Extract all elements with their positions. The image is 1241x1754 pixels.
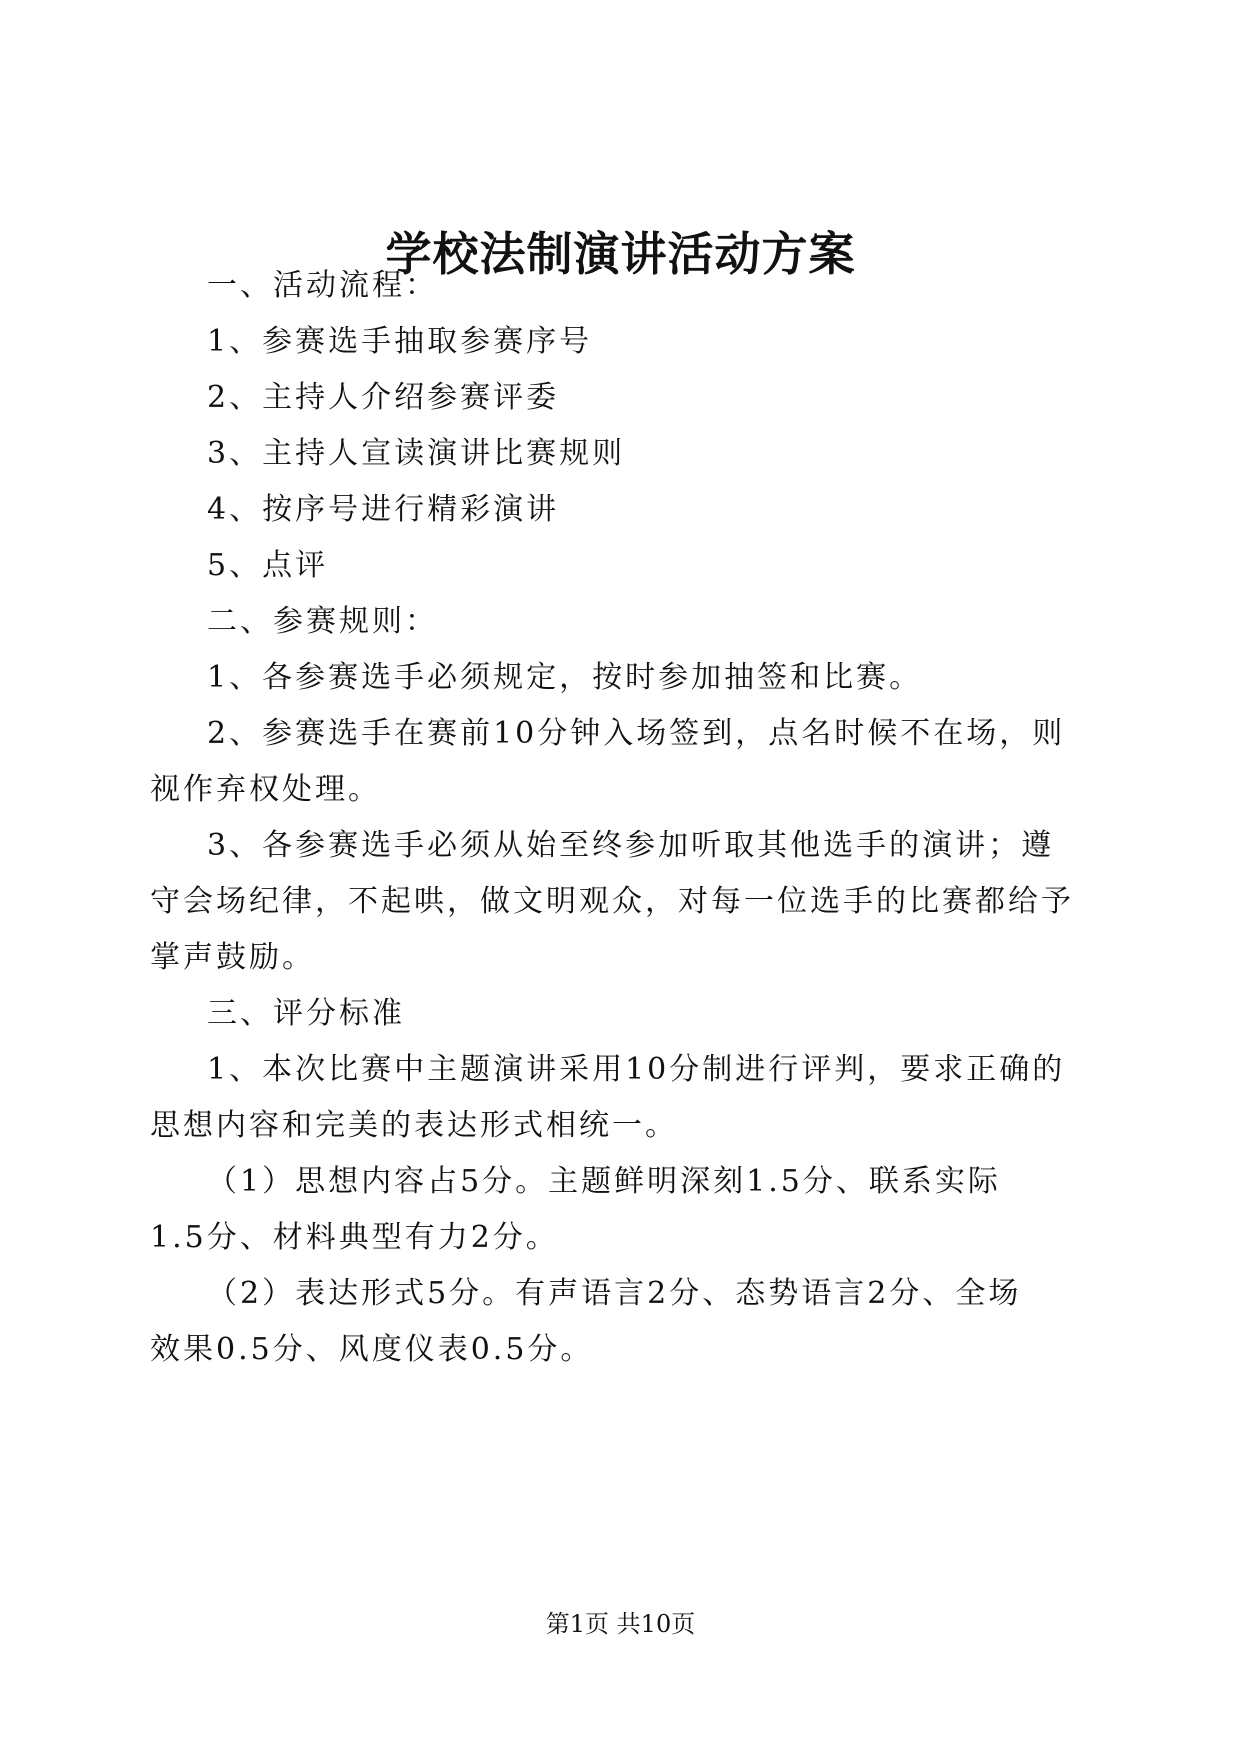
paragraph-line: 1、本次比赛中主题演讲采用10分制进行评判，要求正确的 xyxy=(207,1052,1066,1087)
paragraph-line: 2、参赛选手在赛前10分钟入场签到，点名时候不在场，则 xyxy=(207,716,1066,751)
paragraph-line: （2）表达形式5分。有声语言2分、态势语言2分、全场 xyxy=(207,1276,1022,1311)
paragraph-line: 1.5分、材料典型有力2分。 xyxy=(150,1220,559,1255)
paragraph-line: 掌声鼓励。 xyxy=(150,940,315,975)
paragraph-line: 效果0.5分、风度仪表0.5分。 xyxy=(150,1332,594,1367)
paragraph-line: （1）思想内容占5分。主题鲜明深刻1.5分、联系实际 xyxy=(207,1164,1001,1199)
paragraph-line: 5、点评 xyxy=(207,548,329,583)
paragraph-line: 1、参赛选手抽取参赛序号 xyxy=(207,324,593,359)
page-number: 第1页 共10页 xyxy=(545,1610,696,1638)
paragraph-line: 守会场纪律，不起哄，做文明观众，对每一位选手的比赛都给予 xyxy=(150,884,1074,919)
paragraph-line: 思想内容和完美的表达形式相统一。 xyxy=(150,1108,678,1143)
paragraph-line: 1、各参赛选手必须规定，按时参加抽签和比赛。 xyxy=(207,660,923,695)
paragraph-line: 4、按序号进行精彩演讲 xyxy=(207,492,560,527)
paragraph-line: 3、主持人宣读演讲比赛规则 xyxy=(207,436,626,471)
section-heading: 二、参赛规则： xyxy=(207,604,438,639)
section-heading: 一、活动流程： xyxy=(207,268,438,303)
paragraph-line: 视作弃权处理。 xyxy=(150,772,381,807)
paragraph-line: 2、主持人介绍参赛评委 xyxy=(207,380,560,415)
paragraph-line: 3、各参赛选手必须从始至终参加听取其他选手的演讲；遵 xyxy=(207,828,1055,863)
section-heading: 三、评分标准 xyxy=(207,996,405,1031)
document-title: 学校法制演讲活动方案 xyxy=(385,227,856,281)
